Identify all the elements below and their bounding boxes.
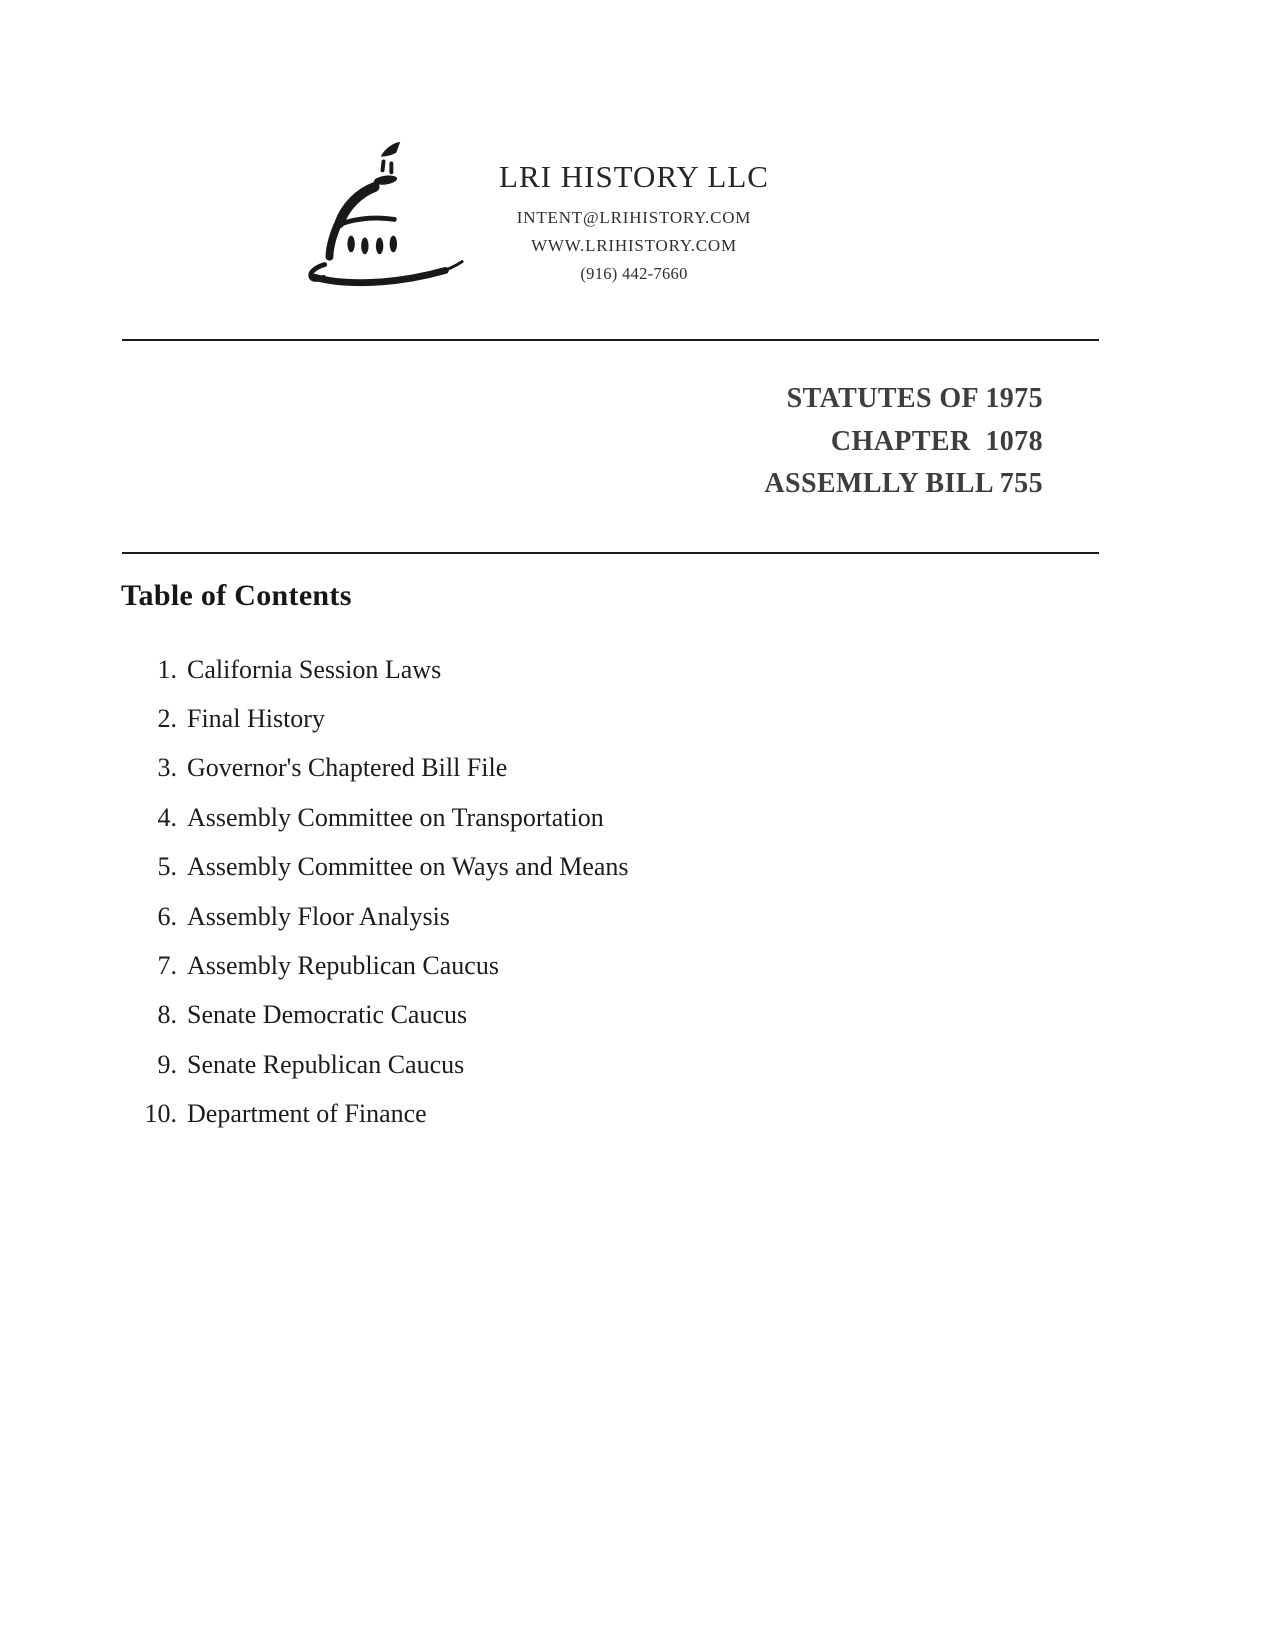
toc-item — [0, 694, 1276, 743]
toc-list — [0, 645, 1276, 1139]
statutes-line: STATUTES OF 1975 — [786, 383, 1043, 414]
toc-item — [0, 941, 1276, 990]
toc-item-label: Department of Finance — [187, 1099, 427, 1129]
toc-item-number: 3. — [157, 753, 177, 783]
toc-heading: Table of Contents — [121, 579, 352, 612]
toc-item-label: California Session Laws — [187, 654, 442, 684]
bill-line: ASSEMLLY BILL 755 — [764, 468, 1043, 499]
toc-item — [0, 793, 1276, 842]
toc-item — [0, 744, 1276, 793]
toc-item-label: Senate Democratic Caucus — [187, 1000, 468, 1030]
toc-item — [0, 1040, 1276, 1089]
letterhead — [462, 160, 806, 285]
chapter-line: CHAPTER 1078 — [830, 425, 1043, 457]
divider-bottom — [122, 552, 1099, 554]
toc-item-number: 5. — [157, 852, 177, 882]
toc-item-number: 6. — [157, 901, 177, 931]
toc-item-label: Assembly Committee on Transportation — [187, 802, 604, 832]
divider-top — [122, 339, 1099, 341]
company-name: LRI HISTORY LLC — [499, 159, 769, 194]
capitol-dome-logo-icon — [303, 136, 465, 290]
toc-item — [0, 1090, 1276, 1139]
toc-item-number: 10. — [144, 1099, 177, 1129]
toc-item-number: 9. — [157, 1049, 177, 1079]
toc-item-number: 8. — [157, 1000, 177, 1030]
toc-item-label: Senate Republican Caucus — [187, 1049, 465, 1079]
toc-item — [0, 843, 1276, 892]
toc-item-label: Assembly Committee on Ways and Means — [187, 852, 629, 882]
company-phone: (916) 442-7660 — [580, 264, 688, 283]
toc-item-label: Assembly Republican Caucus — [187, 951, 499, 981]
toc-item-number: 1. — [157, 654, 177, 684]
toc-item-label: Assembly Floor Analysis — [187, 901, 450, 931]
toc-item — [0, 991, 1276, 1040]
toc-item-label: Governor's Chaptered Bill File — [187, 753, 508, 783]
toc-item-number: 4. — [157, 802, 177, 832]
document-title-block — [764, 378, 1043, 506]
toc-item — [0, 892, 1276, 941]
toc-item-number: 2. — [157, 704, 177, 734]
toc-item-number: 7. — [157, 951, 177, 981]
toc-item-label: Final History — [187, 704, 325, 734]
company-website: WWW.LRIHISTORY.COM — [531, 236, 737, 255]
toc-item — [0, 645, 1276, 694]
company-email: INTENT@LRIHISTORY.COM — [516, 208, 752, 227]
